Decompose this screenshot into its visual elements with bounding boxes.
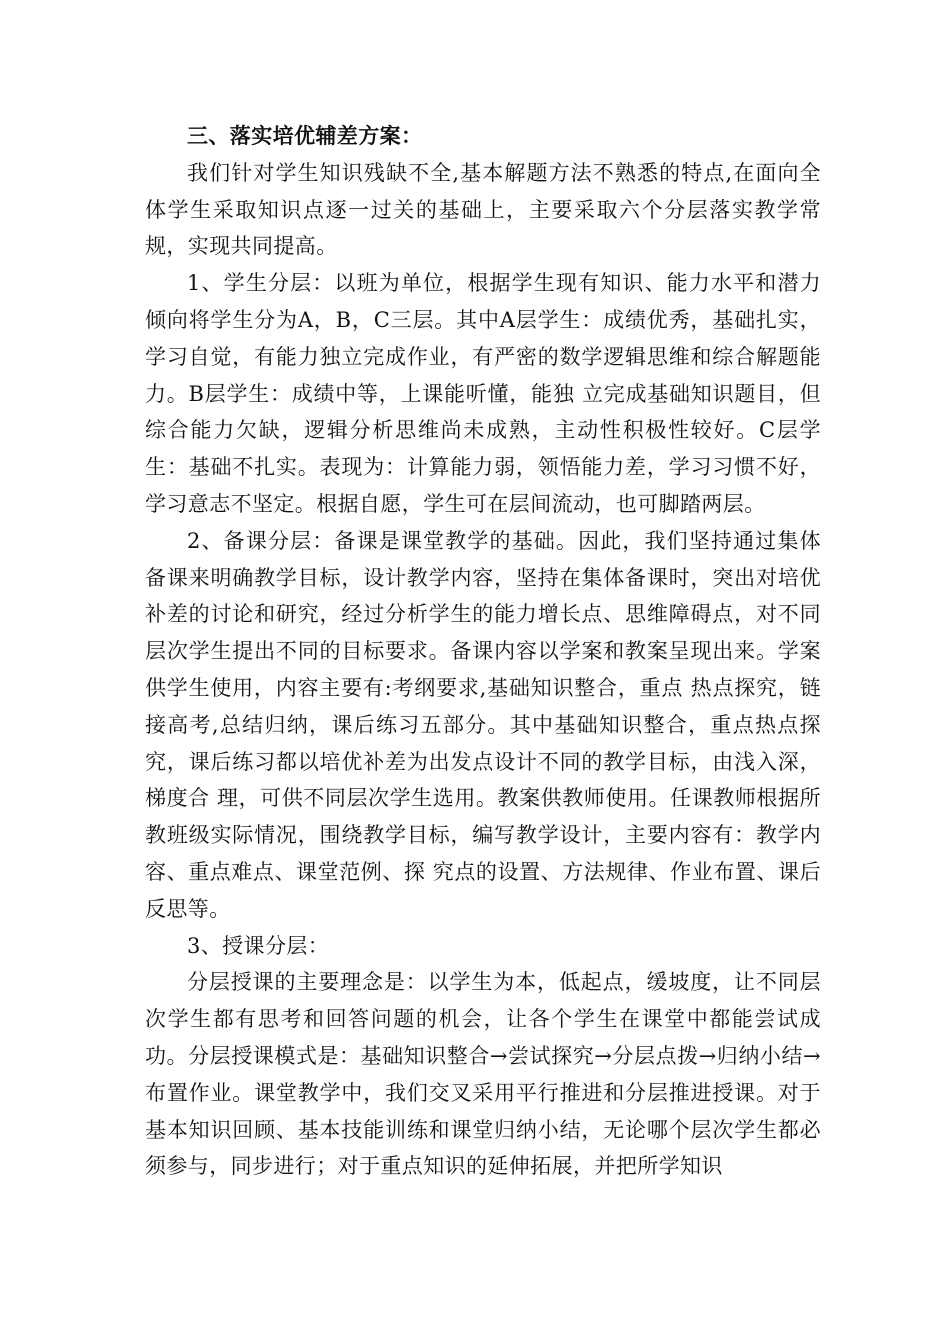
paragraph-lesson-prep-layering: 2、备课分层：备课是课堂教学的基础。因此，我们坚持通过集体备课来明确教学目标，设计教学内容，坚持在集体备课时，突出对培优补差的讨论和研究，经过分析学生的能力增长点、思维障碍点，对不同层次学生提出不同的目标要求。备课内容以学案和教案呈现出来。学案供学生使用，内容主要有:考纲要求,基础知识整合，重点 热点探究，链接高考,总结归纳，课后练习五部分。其中基础知识整合，重点热点探究，课后练习都以培优补差为出发点设计不同的教学目标，由浅入深，梯度合 理，可供不同层次学生选用。教案供教师使用。任课教师根据所教班级实际情况，围绕教学目标，编写教学设计，主要内容有：教学内容、重点难点、课堂范例、探 究点的设置、方法规律、作业布置、课后反思等。 (145, 528, 821, 921)
paragraph-student-layering: 1、学生分层：以班为单位，根据学生现有知识、能力水平和潜力倾向将学生分为A，B，C三层。其中A层学生：成绩优秀，基础扎实，学习自觉，有能力独立完成作业，有严密的数学逻辑思维和综合解题能力。B层学生：成绩中等，上课能听懂，能独 立完成基础知识题目，但综合能力欠缺，逻辑分析思维尚未成熟，主动性积极性较好。C层学生：基础不扎实。表现为：计算能力弱，领悟能力差，学习习惯不好，学习意志不坚定。根据自愿，学生可在层间流动，也可脚踏两层。 (145, 271, 821, 516)
paragraph-intro: 我们针对学生知识残缺不全,基本解题方法不熟悉的特点,在面向全体学生采取知识点逐一过关的基础上，主要采取六个分层落实教学常规，实现共同提高。 (145, 160, 821, 259)
section-title: 三、落实培优辅差方案： (187, 123, 423, 148)
document-page (145, 118, 821, 1185)
paragraph-teaching-layering-body: 分层授课的主要理念是：以学生为本，低起点，缓坡度，让不同层次学生都有思考和回答问题的机会，让各个学生在课堂中都能尝试成功。分层授课模式是：基础知识整合→尝试探究→分层点拨→归纳小结→布置作业。课堂教学中，我们交叉采用平行推进和分层推进授课。对于基本知识回顾、基本技能训练和课堂归纳小结，无论哪个层次学生都必须参与，同步进行；对于重点知识的延伸拓展，并把所学知识 (145, 970, 821, 1179)
paragraph-teaching-layering-title: 3、授课分层： (187, 933, 330, 958)
